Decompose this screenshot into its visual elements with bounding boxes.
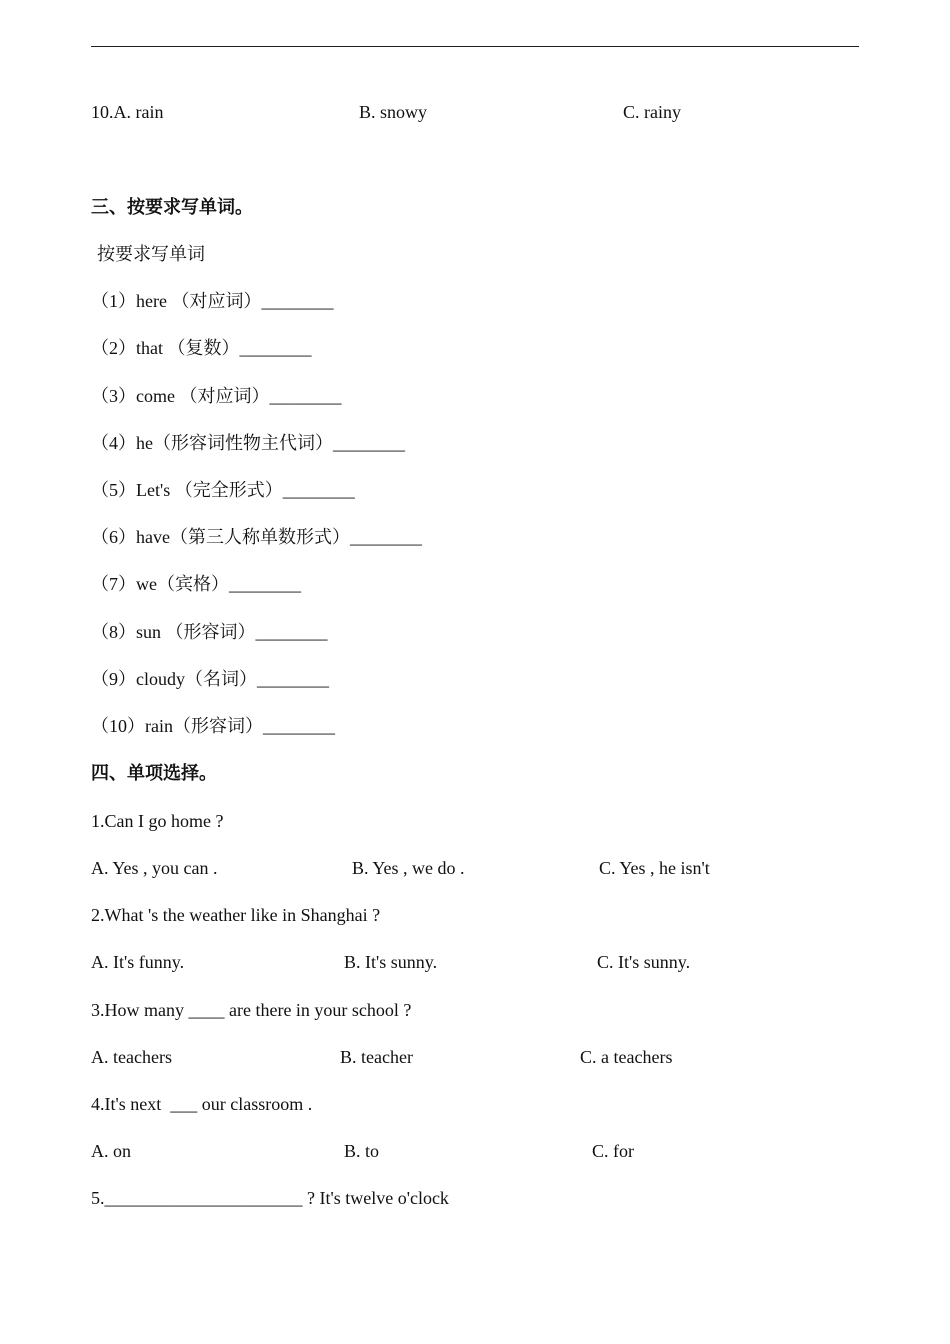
option-c: C. for: [592, 1141, 634, 1161]
section3-item: （7）we（宾格）________: [91, 574, 301, 594]
option-c: C. a teachers: [580, 1047, 673, 1067]
option-b: B. It's sunny.: [344, 952, 438, 972]
q10-option-b: B. snowy: [359, 102, 428, 122]
section3-item: （5）Let's （完全形式）________: [91, 480, 355, 500]
header-rule: [91, 46, 859, 47]
question-stem: 4.It's next ___ our classroom .: [91, 1094, 313, 1114]
option-b: B. teacher: [340, 1047, 413, 1067]
option-c: C. Yes , he isn't: [599, 858, 710, 878]
option-b: B. Yes , we do .: [352, 858, 465, 878]
section3-item: （8）sun （形容词）________: [91, 622, 328, 642]
option-a: A. It's funny.: [91, 952, 185, 972]
question-stem: 5.______________________ ? It's twelve o'clock: [91, 1188, 449, 1208]
option-b: B. to: [344, 1141, 380, 1161]
section3-instruction: 按要求写单词: [97, 244, 205, 264]
section3-item: （2）that （复数）________: [91, 338, 312, 358]
option-c: C. It's sunny.: [597, 952, 691, 972]
option-a: A. on: [91, 1141, 131, 1161]
section3-item: （6）have（第三人称单数形式）________: [91, 527, 422, 547]
option-a: A. teachers: [91, 1047, 172, 1067]
question-stem: 1.Can I go home ?: [91, 811, 224, 831]
q10-option-a: 10.A. rain: [91, 102, 164, 122]
section3-item: （9）cloudy（名词）________: [91, 669, 329, 689]
section4-heading: 四、单项选择。: [91, 763, 217, 783]
question-stem: 2.What 's the weather like in Shanghai ?: [91, 905, 381, 925]
section3-item: （1）here （对应词）________: [91, 291, 334, 311]
section3-item: （10）rain（形容词）________: [91, 716, 335, 736]
question-stem: 3.How many ____ are there in your school ?: [91, 1000, 412, 1020]
section3-heading: 三、按要求写单词。: [91, 197, 253, 217]
section3-item: （4）he（形容词性物主代词）________: [91, 433, 405, 453]
section3-item: （3）come （对应词）________: [91, 386, 342, 406]
q10-option-c: C. rainy: [623, 102, 681, 122]
option-a: A. Yes , you can .: [91, 858, 218, 878]
